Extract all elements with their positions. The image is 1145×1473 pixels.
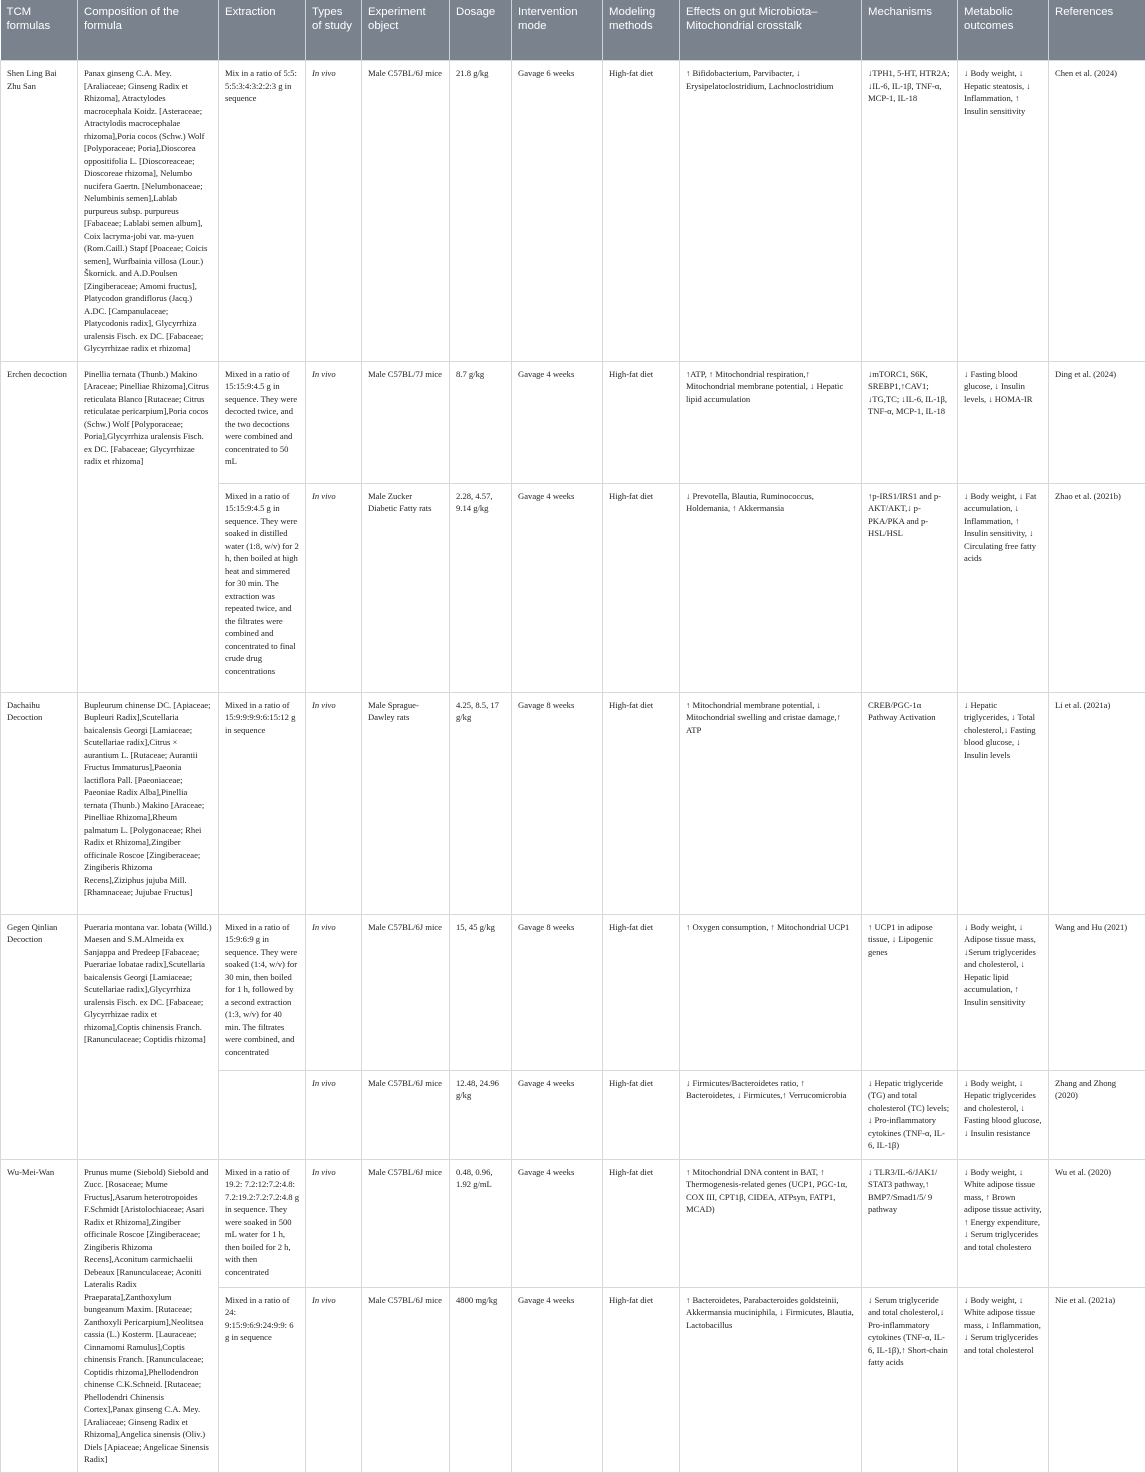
dosage-cell: 15, 45 g/kg [450,914,512,1070]
study-type-cell: In vivo [306,1159,362,1287]
outcomes-cell: ↓ Body weight, ↓ Fat accumulation, ↓ Inflammation, ↑ Insulin sensitivity, ↓ Circulating free fatty acids [958,483,1049,692]
dosage-cell: 0.48, 0.96, 1.92 g/mL [450,1159,512,1287]
modeling-cell: High-fat diet [603,483,680,692]
table-row [1,361,1145,483]
effects-cell: ↑ Mitochondrial membrane potential, ↓ Mitochondrial swelling and cristae damage,↑ ATP [680,692,862,914]
modeling-cell: High-fat diet [603,361,680,483]
study-type-cell: In vivo [306,483,362,692]
header-intervention-mode: Intervention mode [512,0,603,61]
extraction-cell: Mixed in a ratio of 15:9:9:9:9:6:15:12 g in sequence [219,692,306,914]
formula-name: Shen Ling Bai Zhu San [1,61,78,362]
mechanisms-cell: ↓ Hepatic triglyceride (TG) and total cholesterol (TC) levels; ↓ Pro-inflammatory cytokines (TNF-α, IL-6, IL-1β) [862,1070,958,1159]
modeling-cell: High-fat diet [603,692,680,914]
header-mechanisms: Mechanisms [862,0,958,61]
intervention-cell: Gavage 6 weeks [512,61,603,362]
experiment-object-cell: Male C57BL/6J mice [362,1287,450,1472]
reference-cell: Wu et al. (2020) [1049,1159,1145,1287]
header-dosage: Dosage [450,0,512,61]
dosage-cell: 21.8 g/kg [450,61,512,362]
effects-cell: ↑ Oxygen consumption, ↑ Mitochondrial UCP1 [680,914,862,1070]
header-composition: Composition of the formula [78,0,219,61]
reference-cell: Zhang and Zhong (2020) [1049,1070,1145,1159]
dosage-cell: 8.7 g/kg [450,361,512,483]
table-row [1,1159,1145,1287]
effects-cell: ↓ Prevotella, Blautia, Ruminococcus, Holdemania, ↑ Akkermansia [680,483,862,692]
outcomes-cell: ↓ Body weight, ↓ White adipose tissue mass, ↓ Inflammation, ↓ Serum triglycerides and total cholesterol [958,1287,1049,1472]
extraction-cell: Mix in a ratio of 5:5: 5:5:3:4:3:2:2:3 g in sequence [219,61,306,362]
intervention-cell: Gavage 4 weeks [512,1287,603,1472]
effects-cell: ↑ Bifidobacterium, Parvibacter, ↓ Erysipelatoclostridium, Lachnoclostridium [680,61,862,362]
formula-name: Erchen decoction [1,361,78,692]
effects-cell: ↓ Firmicutes/Bacteroidetes ratio, ↑ Bacteroidetes, ↓ Firmicutes,↑ Verrucomicrobia [680,1070,862,1159]
header-tcm-formulas: TCM formulas [1,0,78,61]
formula-composition: Prunus mume (Siebold) Siebold and Zucc. [Rosaceae; Mume Fructus],Asarum heterotropoides F.Schmidt [Aristolochiaceae; Asari Radix et Rhizoma],Zingiber officinale Roscoe [Zingiberaceae; Zingiberis Rhizoma Recens],Aconitum carmichaelii Debeaux [Ranunculaceae; Aconiti Lateralis Radix Praeparata],Zanthoxylum bungeanum Maxim. [Rutaceae; Zanthoxyli Pericarpium],Neolitsea cassia (L.) Kosterm. [Lauraceae; Cinnamomi Ramulus],Coptis chinensis Franch. [Ranunculaceae; Coptidis rhizoma],Phellodendron chinense C.K.Schneid. [Rutaceae; Phellodendri Chinensis Cortex],Panax ginseng C.A. Mey. [Araliaceae; Ginseng Radix et Rhizoma],Angelica sinensis (Oliv.) Diels [Apiaceae; Angelicae Sinensis Radix] [78,1159,219,1472]
extraction-cell: Mixed in a ratio of 15:15:9:4.5 g in sequence. They were decocted twice, and the two decoctions were combined and concentrated to 50 mL [219,361,306,483]
study-type-cell: In vivo [306,692,362,914]
study-type-cell: In vivo [306,1287,362,1472]
effects-cell: ↑ Mitochondrial DNA content in BAT, ↑ Thermogenesis-related genes (UCP1, PGC-1α, COX III, CPT1β, CIDEA, ATPsyn, FATP1, MCAD) [680,1159,862,1287]
formula-composition: Panax ginseng C.A. Mey. [Araliaceae; Ginseng Radix et Rhizoma], Atractylodes macrocephala Koidz. [Asteraceae; Atractylodis macrocephalae rhizoma],Poria cocos (Schw.) Wolf [Polyporaceae; Poria],Dioscorea oppositifolia L. [Dioscoreaceae; Dioscoreae rhizoma], Nelumbo nucifera Gaertn. [Nelumbonaceae; Nelumbinis semen],Lablab purpureus subsp. purpureus [Fabaceae; Lablabi semen album], Coix lacryma-jobi var. ma-yuen (Rom.Caill.) Stapf [Poaceae; Coicis semen], Wurfbainia villosa (Lour.) Škornick. and A.D.Poulsen [Zingiberaceae; Amomi fructus], Platycodon grandiflorus (Jacq.) A.DC. [Campanulaceae; Platycodonis radix], Glycyrrhiza uralensis Fisch. ex DC. [Fabaceae; Glycyrrhizae radix et rhizoma] [78,61,219,362]
outcomes-cell: ↓ Body weight, ↓ Hepatic steatosis, ↓ Inflammation, ↑ Insulin sensitivity [958,61,1049,362]
mechanisms-cell: ↓mTORC1, S6K, SREBP1,↑CAV1; ↓TG,TC; ↓IL-6, IL-1β, TNF-α, MCP-1, IL-18 [862,361,958,483]
dosage-cell: 12.48, 24.96 g/kg [450,1070,512,1159]
intervention-cell: Gavage 4 weeks [512,1159,603,1287]
experiment-object-cell: Male C57BL/7J mice [362,361,450,483]
experiment-object-cell: Male C57BL/6J mice [362,914,450,1070]
modeling-cell: High-fat diet [603,61,680,362]
effects-cell: ↑ATP, ↑ Mitochondrial respiration,↑ Mitochondrial membrane potential, ↓ Hepatic lipid accumulation [680,361,862,483]
extraction-cell: Mixed in a ratio of 15:9:6:9 g in sequence. They were soaked (1:4, w/v) for 30 min, then boiled for 1 h, followed by a second extraction (1:3, w/v) for 40 min. The filtrates were combined, and concentrated [219,914,306,1070]
outcomes-cell: ↓ Hepatic triglycerides, ↓ Total cholesterol,↓ Fasting blood glucose, ↓ Insulin levels [958,692,1049,914]
experiment-object-cell: Male C57BL/6J mice [362,1159,450,1287]
reference-cell: Zhao et al. (2021b) [1049,483,1145,692]
mechanisms-cell: ↓TPH1, 5-HT, HTR2A; ↓IL-6, IL-1β, TNF-α, MCP-1, IL-18 [862,61,958,362]
modeling-cell: High-fat diet [603,914,680,1070]
header-references: References [1049,0,1145,61]
experiment-object-cell: Male Zucker Diabetic Fatty rats [362,483,450,692]
formula-name: Dachaihu Decoction [1,692,78,914]
outcomes-cell: ↓ Body weight, ↓ White adipose tissue mass, ↑ Brown adipose tissue activity, ↑ Energy expenditure, ↓ Serum triglycerides and total cholestero [958,1159,1049,1287]
header-effects: Effects on gut Microbiota–Mitochondrial crosstalk [680,0,862,61]
modeling-cell: High-fat diet [603,1070,680,1159]
formula-composition: Bupleurum chinense DC. [Apiaceae; Bupleuri Radix],Scutellaria baicalensis Georgi [Lamiaceae; Scutellariae radix],Citrus × aurantium L. [Rutaceae; Aurantii Fructus Immaturus],Paeonia lactiflora Pall. [Paeoniaceae; Paeoniae Radix Alba],Pinellia ternata (Thunb.) Makino [Araceae; Pinelliae Rhizoma],Rheum palmatum L. [Polygonaceae; Rhei Radix et Rhizoma],Zingiber officinale Roscoe [Zingiberaceae; Zingiberis Rhizoma Recens],Ziziphus jujuba Mill. [Rhamnaceae; Jujubae Fructus] [78,692,219,914]
mechanisms-cell: ↑ UCP1 in adipose tissue, ↓ Lipogenic genes [862,914,958,1070]
formula-composition: Pueraria montana var. lobata (Willd.) Maesen and S.M.Almeida ex Sanjappa and Predeep [Fabaceae; Puerariae lobatae radix],Scutellaria baicalensis Georgi [Lamiaceae; Scutellariae radix],Glycyrrhiza uralensis Fisch. ex DC. [Fabaceae; Glycyrrhizae radix et rhizoma],Coptis chinensis Franch. [Ranunculaceae; Coptidis rhizoma] [78,914,219,1159]
header-metabolic-outcomes: Metabolic outcomes [958,0,1049,61]
study-type-cell: In vivo [306,914,362,1070]
extraction-cell: Mixed in a ratio of 19.2: 7.2:12:7.2:4.8: 7.2:19.2:7.2:7.2:4.8 g in sequence. They were soaked in 500 mL water for 1 h, then boiled for 2 h, with then concentrated [219,1159,306,1287]
reference-cell: Wang and Hu (2021) [1049,914,1145,1070]
extraction-cell: Mixed in a ratio of 15:15:9:4.5 g in sequence. They were soaked in distilled water (1:8, w/v) for 2 h, then boiled at high heat and simmered for 30 min. The extraction was repeated twice, and the filtrates were combined and concentrated to final crude drug concentrations [219,483,306,692]
intervention-cell: Gavage 4 weeks [512,483,603,692]
formula-composition: Pinellia ternata (Thunb.) Makino [Araceae; Pinelliae Rhizoma],Citrus reticulata Blanco [Rutaceae; Citrus reticulatae pericarpium],Poria cocos (Schw.) Wolf [Polyporaceae; Poria],Glycyrrhiza uralensis Fisch. ex DC. [Fabaceae; Glycyrrhizae radix et rhizoma] [78,361,219,692]
study-type-cell: In vivo [306,61,362,362]
modeling-cell: High-fat diet [603,1287,680,1472]
header-row [1,0,1145,61]
outcomes-cell: ↓ Body weight, ↓ Adipose tissue mass, ↓Serum triglycerides and cholesterol, ↓ Hepatic lipid accumulation, ↑ Insulin sensitivity [958,914,1049,1070]
mechanisms-cell: ↓ TLR3/IL-6/JAK1/ STAT3 pathway,↑ BMP7/Smad1/5/ 9 pathway [862,1159,958,1287]
table-row [1,692,1145,914]
intervention-cell: Gavage 4 weeks [512,1070,603,1159]
mechanisms-cell: ↑p-IRS1/IRS1 and p-AKT/AKT,↓ p-PKA/PKA and p-HSL/HSL [862,483,958,692]
intervention-cell: Gavage 8 weeks [512,914,603,1070]
intervention-cell: Gavage 8 weeks [512,692,603,914]
effects-cell: ↑ Bacteroidetes, Parabacteroides goldsteinii, Akkermansia muciniphila, ↓ Firmicutes, Blautia, Lactobacillus [680,1287,862,1472]
mechanisms-cell: ↓ Serum triglyceride and total cholesterol,↓ Pro-inflammatory cytokines (TNF-α, IL-6, IL-1β),↑ Short-chain fatty acids [862,1287,958,1472]
intervention-cell: Gavage 4 weeks [512,361,603,483]
formula-name: Gegen Qinlian Decoction [1,914,78,1159]
dosage-cell: 2.28, 4.57, 9.14 g/kg [450,483,512,692]
header-modeling-methods: Modeling methods [603,0,680,61]
outcomes-cell: ↓ Body weight, ↓ Hepatic triglycerides and cholesterol, ↓ Fasting blood glucose, ↓ Insulin resistance [958,1070,1049,1159]
formula-name: Wu-Mei-Wan [1,1159,78,1472]
table-row [1,61,1145,362]
dosage-cell: 4.25, 8.5, 17 g/kg [450,692,512,914]
reference-cell: Chen et al. (2024) [1049,61,1145,362]
extraction-cell [219,1070,306,1159]
experiment-object-cell: Male C57BL/6J mice [362,1070,450,1159]
header-experiment-object: Experiment object [362,0,450,61]
experiment-object-cell: Male C57BL/6J mice [362,61,450,362]
study-type-cell: In vivo [306,361,362,483]
reference-cell: Nie et al. (2021a) [1049,1287,1145,1472]
mechanisms-cell: CREB/PGC-1α Pathway Activation [862,692,958,914]
experiment-object-cell: Male Sprague-Dawley rats [362,692,450,914]
study-type-cell: In vivo [306,1070,362,1159]
extraction-cell: Mixed in a ratio of 24: 9:15:9:6:9:24:9:9: 6 g in sequence [219,1287,306,1472]
reference-cell: Ding et al. (2024) [1049,361,1145,483]
outcomes-cell: ↓ Fasting blood glucose, ↓ Insulin levels, ↓ HOMA-IR [958,361,1049,483]
reference-cell: Li et al. (2021a) [1049,692,1145,914]
dosage-cell: 4800 mg/kg [450,1287,512,1472]
table-row [1,914,1145,1070]
header-extraction: Extraction [219,0,306,61]
header-types-of-study: Types of study [306,0,362,61]
modeling-cell: High-fat diet [603,1159,680,1287]
